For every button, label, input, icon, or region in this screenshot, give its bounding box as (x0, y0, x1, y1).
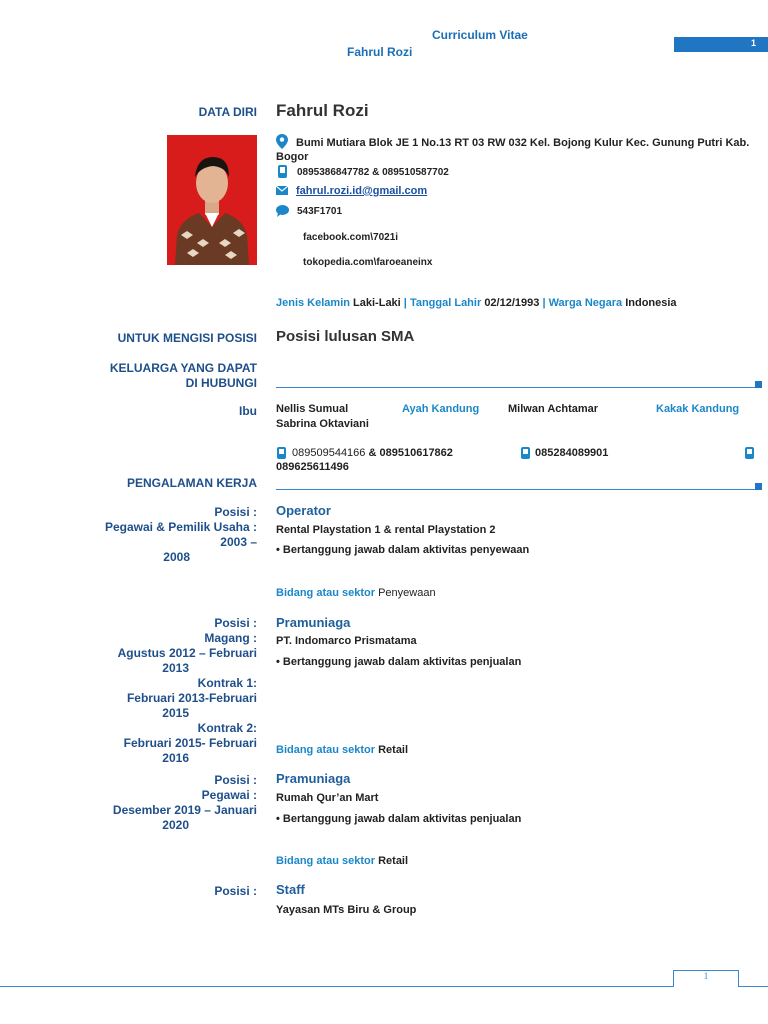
email-link[interactable]: fahrul.rozi.id@gmail.com (296, 185, 428, 197)
nationality-value: Indonesia (625, 297, 677, 309)
section-label-pengalaman: PENGALAMAN KERJA (126, 476, 257, 490)
ayah-phone: 085284089901 (535, 447, 609, 459)
divider-pengalaman (276, 489, 756, 490)
sector-label: Bidang atau sektor (276, 744, 376, 756)
ibu-phones (292, 447, 453, 459)
section-label-keluarga (110, 361, 257, 391)
ibu-label: Ibu (239, 404, 257, 418)
tokopedia-text: tokopedia.com\faroeaneinx (303, 257, 433, 268)
kakak-phone: 089625611496 (276, 461, 349, 473)
job1-period-start: 2003 – (220, 535, 257, 549)
footer-line (0, 986, 768, 987)
footer-page-number: 1 (673, 970, 739, 987)
job2-meta (118, 616, 257, 766)
divider-marker (755, 381, 762, 388)
sector-value: Retail (378, 744, 409, 756)
job3-period: Desember 2019 – Januari (112, 803, 257, 817)
job2-period-3: Februari 2015- Februari (123, 736, 257, 750)
sector-value: Retail (378, 855, 409, 867)
personal-info-row (276, 297, 677, 309)
job3-sector (276, 855, 408, 867)
page-badge-number: 1 (750, 38, 756, 48)
job3-meta (113, 773, 257, 833)
job4-position-label: Posisi : (214, 884, 257, 898)
job2-period-2-end: 2015 (162, 706, 189, 720)
job1-status: Pegawai & Pemilik Usaha : (104, 520, 257, 534)
divider-marker (755, 483, 762, 490)
ampersand: & (368, 447, 377, 459)
dob-label: Tanggal Lahir (409, 297, 482, 309)
divider-keluarga (276, 387, 756, 388)
dob-value: 02/12/1993 (484, 297, 540, 309)
keluarga-label-line2: DI HUBUNGI (185, 376, 257, 390)
section-label-data-diri: DATA DIRI (198, 105, 257, 119)
sector-value: Penyewaan (378, 587, 436, 599)
page-badge (674, 37, 768, 52)
job2-duty: • Bertanggung jawab dalam aktivitas penjualan (276, 656, 522, 668)
job2-period-2: Februari 2013-Februari (126, 691, 257, 705)
ayah-label: Ayah Kandung (402, 403, 480, 415)
chat-id-text: 543F1701 (297, 206, 343, 217)
job2-position-label: Posisi : (214, 616, 257, 630)
job1-meta (105, 505, 257, 565)
ibu-name: Nellis Sumual (276, 403, 349, 415)
email-icon (276, 186, 288, 195)
job2-company: PT. Indomarco Prismatama (276, 635, 417, 647)
document-title: Curriculum Vitae (432, 28, 528, 42)
ibu-phone-2: 089510617862 (379, 447, 453, 459)
phone-text: 0895386847782 & 089510587702 (297, 167, 449, 178)
kakak-name: Sabrina Oktaviani (276, 418, 369, 430)
job2-period-1: Agustus 2012 – Februari (117, 646, 257, 660)
sector-label: Bidang atau sektor (276, 587, 376, 599)
job4-role: Staff (276, 882, 305, 897)
job3-position-label: Posisi : (214, 773, 257, 787)
profile-photo (167, 135, 257, 265)
nationality-label: Warga Negara (548, 297, 623, 309)
job1-company: Rental Playstation 1 & rental Playstation 2 (276, 524, 496, 536)
target-position: Posisi lulusan SMA (276, 328, 415, 345)
job1-role: Operator (276, 503, 331, 518)
job1-duty: • Bertanggung jawab dalam aktivitas penyewaan (276, 544, 530, 556)
job3-role: Pramuniaga (276, 771, 351, 786)
gender-label: Jenis Kelamin (276, 297, 350, 309)
job2-role: Pramuniaga (276, 615, 351, 630)
job2-contract-2: Kontrak 2: (197, 721, 257, 735)
job3-duty: • Bertanggung jawab dalam aktivitas penjualan (276, 813, 522, 825)
keluarga-label-line1: KELUARGA YANG DAPAT (109, 361, 257, 375)
job2-contract-1: Kontrak 1: (197, 676, 257, 690)
job2-period-3-end: 2016 (162, 751, 189, 765)
job3-company: Rumah Qur’an Mart (276, 792, 379, 804)
gender-value: Laki-Laki (353, 297, 401, 309)
address-text: Bumi Mutiara Blok JE 1 No.13 RT 03 RW 032 Kel. Bojong Kulur Kec. Gunung Putri Kab. Bogor (276, 137, 750, 163)
job2-period-1-end: 2013 (162, 661, 189, 675)
facebook-text: facebook.com\7021i (303, 232, 399, 243)
phone-icon (521, 447, 530, 459)
separator: | (403, 297, 407, 309)
phone-icon (277, 447, 286, 459)
job1-sector (276, 587, 436, 599)
ibu-phone: 089509544166 (292, 447, 366, 459)
phone-icon (745, 447, 754, 459)
job2-status: Magang : (204, 631, 257, 645)
job4-company: Yayasan MTs Biru & Group (276, 904, 417, 916)
phone-icon (278, 165, 287, 178)
person-name: Fahrul Rozi (276, 101, 369, 120)
sector-label: Bidang atau sektor (276, 855, 376, 867)
kakak-label: Kakak Kandung (656, 403, 740, 415)
job1-position-label: Posisi : (214, 505, 257, 519)
separator: | (542, 297, 546, 309)
job2-sector (276, 744, 408, 756)
header-name: Fahrul Rozi (347, 45, 413, 59)
chat-icon (276, 205, 289, 217)
job3-status: Pegawai : (201, 788, 257, 802)
ayah-name: Milwan Achtamar (508, 403, 599, 415)
section-label-posisi: UNTUK MENGISI POSISI (117, 331, 257, 345)
job3-period-end: 2020 (162, 818, 189, 832)
job1-period-end: 2008 (163, 550, 190, 564)
